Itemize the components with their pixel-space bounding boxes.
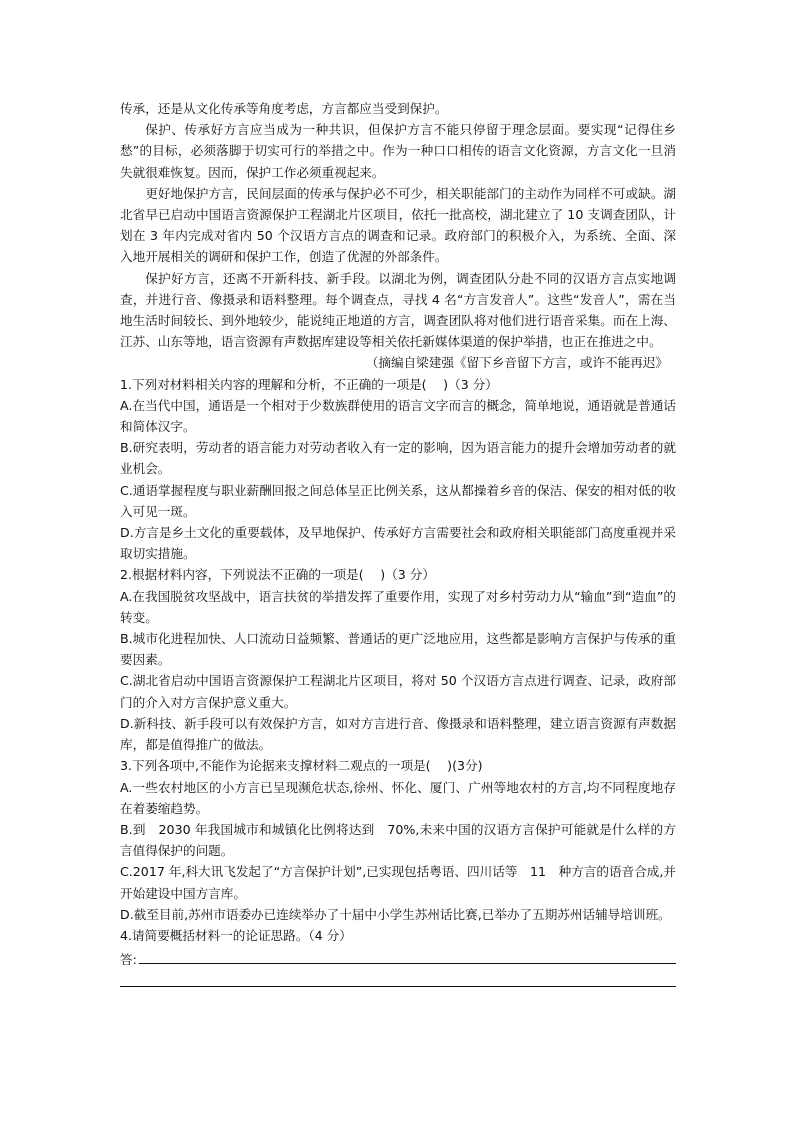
option-c: C.湖北省启动中国语言资源保护工程湖北片区项目，将对 50 个汉语方言点进行调查、记录，政府部门的介入对方言保护意义重大。	[120, 673, 676, 710]
page-content	[120, 98, 676, 987]
option-d: D.新科技、新手段可以有效保护方言，如对方言进行音、像摄录和语料整理，建立语言资源有声数据库，都是值得推广的做法。	[120, 715, 676, 753]
question-3	[120, 755, 676, 925]
option-c: C.2017 年,科大讯飞发起了“方言保护计划”,已实现包括粤语、四川话等 11 种方言的语音合成,并开始建设中国方言库。	[120, 864, 676, 901]
question-stem: 4.请简要概括材料一的论证思路。（4 分）	[120, 927, 352, 943]
answer-label: 答:	[120, 952, 137, 968]
material-paragraph-2: 更好地保护方言，民间层面的传承与保护必不可少，相关职能部门的主动作为同样不可或缺。湖北省早已启动中国语言资源保护工程湖北片区项目，依托一批高校，湖北建立了 10 支调查团队，计划在 3 年内完成对省内 50 个汉语方言点的调查和记录。政府部门的积极介入，为系统、全面、深入地开展相关的调研和保护工作，创造了优渥的外部条件。	[120, 185, 676, 265]
question-4	[120, 925, 676, 946]
material-paragraph-1: 保护、传承好方言应当成为一种共识，但保护方言不能只停留于理念层面。要实现“记得住乡愁”的目标，必须落脚于切实可行的举措之中。作为一种口口相传的语言文化资源，方言文化一旦消失就很难恢复。因而，保护工作必须重视起来。	[120, 122, 676, 180]
option-d: D.截至目前,苏州市语委办已连续举办了十届中小学生苏州话比赛,已举办了五期苏州话辅导培训班。	[120, 906, 671, 922]
question-stem: 3.下列各项中,不能作为论据来支撑材料二观点的一项是( )(3分)	[120, 758, 483, 774]
question-2	[120, 564, 676, 755]
question-1	[120, 374, 676, 565]
option-b: B.到 2030 年我国城市和城镇化比例将达到 70%,未来中国的汉语方言保护可能就是什么样的方言值得保护的问题。	[120, 821, 676, 859]
material-paragraph-3: 保护好方言，还离不开新科技、新手段。以湖北为例，调查团队分赴不同的汉语方言点实地调查，并进行音、像摄录和语料整理。每个调查点，寻找 4 名“方言发音人”。这些“发音人”，需在当地生活时间较长、到外地较少，能说纯正地道的方言，调查团队将对他们进行语音采集。而在上海、江苏、山东等地，语言资源有声数据库建设等相关依托新媒体渠道的保护举措，也正在推进之中。	[120, 270, 676, 350]
question-stem: 2.根据材料内容，下列说法不正确的一项是( )（3 分）	[120, 567, 435, 583]
material-source: （摘编自梁建强《留下乡音留下方言，或许不能再迟》	[365, 355, 668, 371]
answer-line-2[interactable]	[120, 968, 676, 987]
material-paragraph-0: 传承，还是从文化传承等角度考虑，方言都应当受到保护。	[120, 101, 448, 116]
answer-line-1[interactable]	[120, 946, 676, 968]
option-b: B.研究表明，劳动者的语言能力对劳动者收入有一定的影响，因为语言能力的提升会增加劳动者的就业机会。	[120, 440, 676, 477]
answer-underline	[139, 963, 676, 964]
option-c: C.通语掌握程度与职业薪酬回报之间总体呈正比例关系，这从都操着乡音的保洁、保安的相对低的收入可见一斑。	[120, 482, 676, 519]
option-d: D.方言是乡土文化的重要载体，及早地保护、传承好方言需要社会和政府相关职能部门高度重视并采取切实措施。	[120, 525, 676, 562]
question-stem: 1.下列对材料相关内容的理解和分析，不正确的一项是( )（3 分）	[120, 376, 498, 392]
option-a: A.在当代中国，通语是一个相对于少数族群使用的语言文字而言的概念，简单地说，通语就是普通话和简体汉字。	[120, 397, 676, 435]
option-b: B.城市化进程加快、人口流动日益频繁、普通话的更广泛地应用，这些都是影响方言保护与传承的重要因素。	[120, 631, 676, 668]
option-a: A.一些农村地区的小方言已呈现濒危状态,徐州、怀化、厦门、广州等地农村的方言,均不同程度地存在着萎缩趋势。	[120, 779, 676, 816]
option-a: A.在我国脱贫攻坚战中，语言扶贫的举措发挥了重要作用，实现了对乡村劳动力从“输血”到“造血”的转变。	[120, 588, 676, 625]
